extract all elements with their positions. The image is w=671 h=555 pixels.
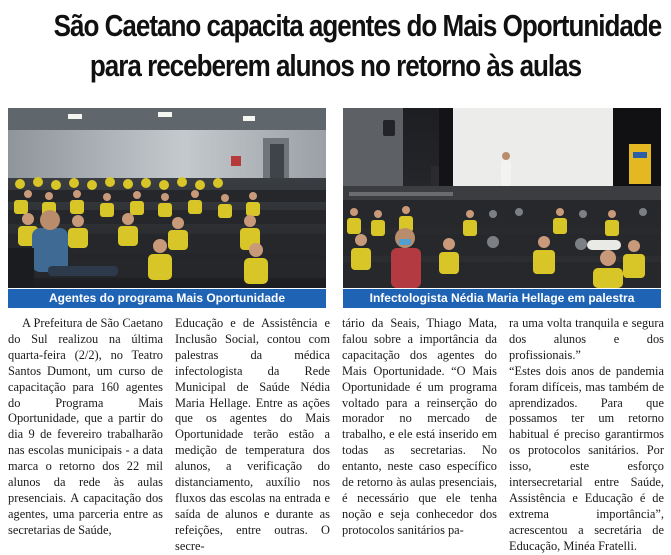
article-paragraph-1-end: ra uma volta tranquila e segura dos alunos e dos profissionais.” [509,316,664,362]
article-paragraph-1-cont-2: tário da Seais, Thiago Mata, falou sobre a importância da capacitação dos agentes do Mais Oportunidade. “O Mais Oportunidade é um programa voltado para a reinserção do morador no mercado de trabalho, e ele está inserido em todas as secretarias. No entanto, neste caso específico de retorno às aulas presenciais, é necessário que ele tenha noção e seja conhecedor dos protocolos sanitários pa- [342,316,497,537]
photo-speaker [343,108,661,288]
photo-speaker-caption: Infectologista Nédia Maria Hellage em palestra [343,289,661,308]
headline-line-1: São Caetano capacita agentes do Mais Oportunidade [53,8,662,43]
article-paragraph-1: A Prefeitura de São Caetano do Sul realizou na última quarta-feira (2/2), no Teatro Santos Dumont, um curso de capacitação para 160 agentes do Programa Mais Oportunidade, que a partir do dia 9 de fevereiro trabalharão nas escolas municipais - a data marca o retorno dos 22 mil alunos da rede às aulas presenciais. A capacitação dos agentes, uma parceria entre as secretarias de Saúde, [8,316,163,537]
photo-agents [8,108,326,288]
article-column-2 [175,316,330,553]
photo-agents-block [8,108,326,308]
article-column-4 [509,316,664,553]
photo-agents-caption: Agentes do programa Mais Oportunidade [8,289,326,308]
article-paragraph-2: “Estes dois anos de pandemia foram difíceis, mas também de aprendizados. Para que possamos ter um retorno habitual é preciso garantirmos os protocolos sanitários. Por isso, este esforço intersecretarial entre Saúde, Assistência e Educação é de extrema importância”, acrescentou a secretária de Educação, Minéa Fratelli. [509,363,664,553]
photo-speaker-image [343,108,661,288]
photo-agents-image [8,108,326,288]
article-paragraph-1-cont: Educação e de Assistência e Inclusão Social, contou com palestras da médica infectologista da Rede Municipal de Saúde Nédia Maria Hellage. Entre as ações que os agentes do Mais Oportunidade terão estão a medição de temperatura dos alunos, a verificação do distanciamento, auxílio nos fluxos das escolas na entrada e saída de alunos e durante as refeições, entre outras. O secre- [175,316,330,553]
headline-line-2: para receberem alunos no retorno às aulas [89,48,582,83]
photo-speaker-block [343,108,661,308]
headline [53,6,662,86]
article-column-3 [342,316,497,537]
article-column-1 [8,316,163,537]
article-body [8,316,664,553]
